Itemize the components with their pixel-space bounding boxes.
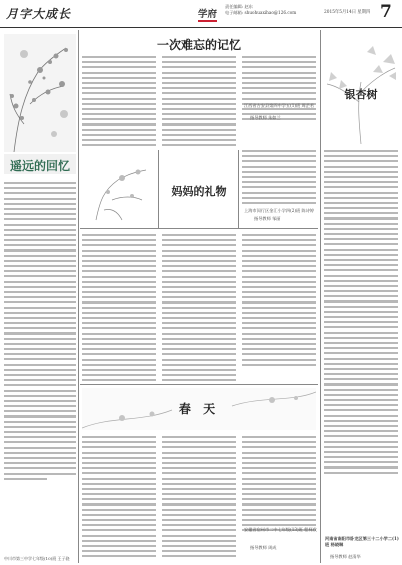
article-body-mother-col2	[162, 234, 236, 381]
article-body-mother-col3	[242, 150, 316, 204]
article-title-left: 遥远的回忆	[9, 159, 70, 173]
article-body-spring-col2	[162, 436, 236, 557]
column-rule	[78, 30, 79, 563]
article-body-mother-col1	[82, 234, 156, 381]
article-body-top-col2	[162, 56, 236, 146]
column-rule	[238, 150, 239, 228]
teacher-spring: 指导教师 周成	[250, 545, 277, 550]
sketch-illustration	[82, 150, 156, 226]
column-rule	[320, 30, 321, 563]
article-body-top-col1	[82, 56, 156, 146]
editor-info	[225, 4, 320, 16]
editor-email: 电子邮箱: shuohuaxihao@126.com	[225, 10, 297, 15]
section-divider	[80, 384, 318, 385]
masthead: 月字大成长	[6, 7, 72, 21]
article-title-ginkgo: 银杏树	[344, 88, 378, 101]
article-body-spring-col3	[242, 436, 316, 531]
article-body-ginkgo	[324, 150, 398, 474]
byline-left: 中川市第三中学七年级(10)班 王子骁	[4, 556, 70, 561]
article-body-mother-col3b	[242, 234, 316, 366]
byline-spring: 安徽省宿州市二中七年级(13)班 程柯欣	[244, 527, 317, 532]
decorative-illustration	[4, 34, 76, 152]
article-body-top-col3	[242, 56, 316, 120]
byline-mother: 上海市闵行区金汇小学四(2)班 陈诗婷	[244, 208, 315, 213]
byline-top: 江西省吉安县第四中学五(1)班 周芷若	[244, 103, 315, 108]
article-title-top: 一次难忘的记忆	[156, 38, 241, 52]
teacher-ginkgo: 指导教师 赵清华	[330, 554, 361, 559]
page-number: 7	[380, 2, 392, 22]
article-title-spring: 春 天	[178, 402, 220, 416]
article-body-left	[4, 182, 76, 480]
column-rule	[158, 150, 159, 228]
section-title: 学府	[198, 6, 217, 22]
byline-ginkgo: 河南省南阳市卧龙区第三十二小学二(1)班 杨晓琳	[325, 536, 399, 547]
teacher-top: 指导教师 朱如兰	[250, 115, 281, 120]
issue-date: 2015年5月14日 星期四	[324, 10, 371, 15]
section-divider	[80, 228, 318, 229]
article-body-spring-col1	[82, 436, 156, 557]
editor-name: 责任编辑: 赵东	[225, 4, 253, 9]
article-title-mother: 妈妈的礼物	[171, 185, 227, 198]
teacher-mother: 指导教师 邹丽	[254, 216, 281, 221]
